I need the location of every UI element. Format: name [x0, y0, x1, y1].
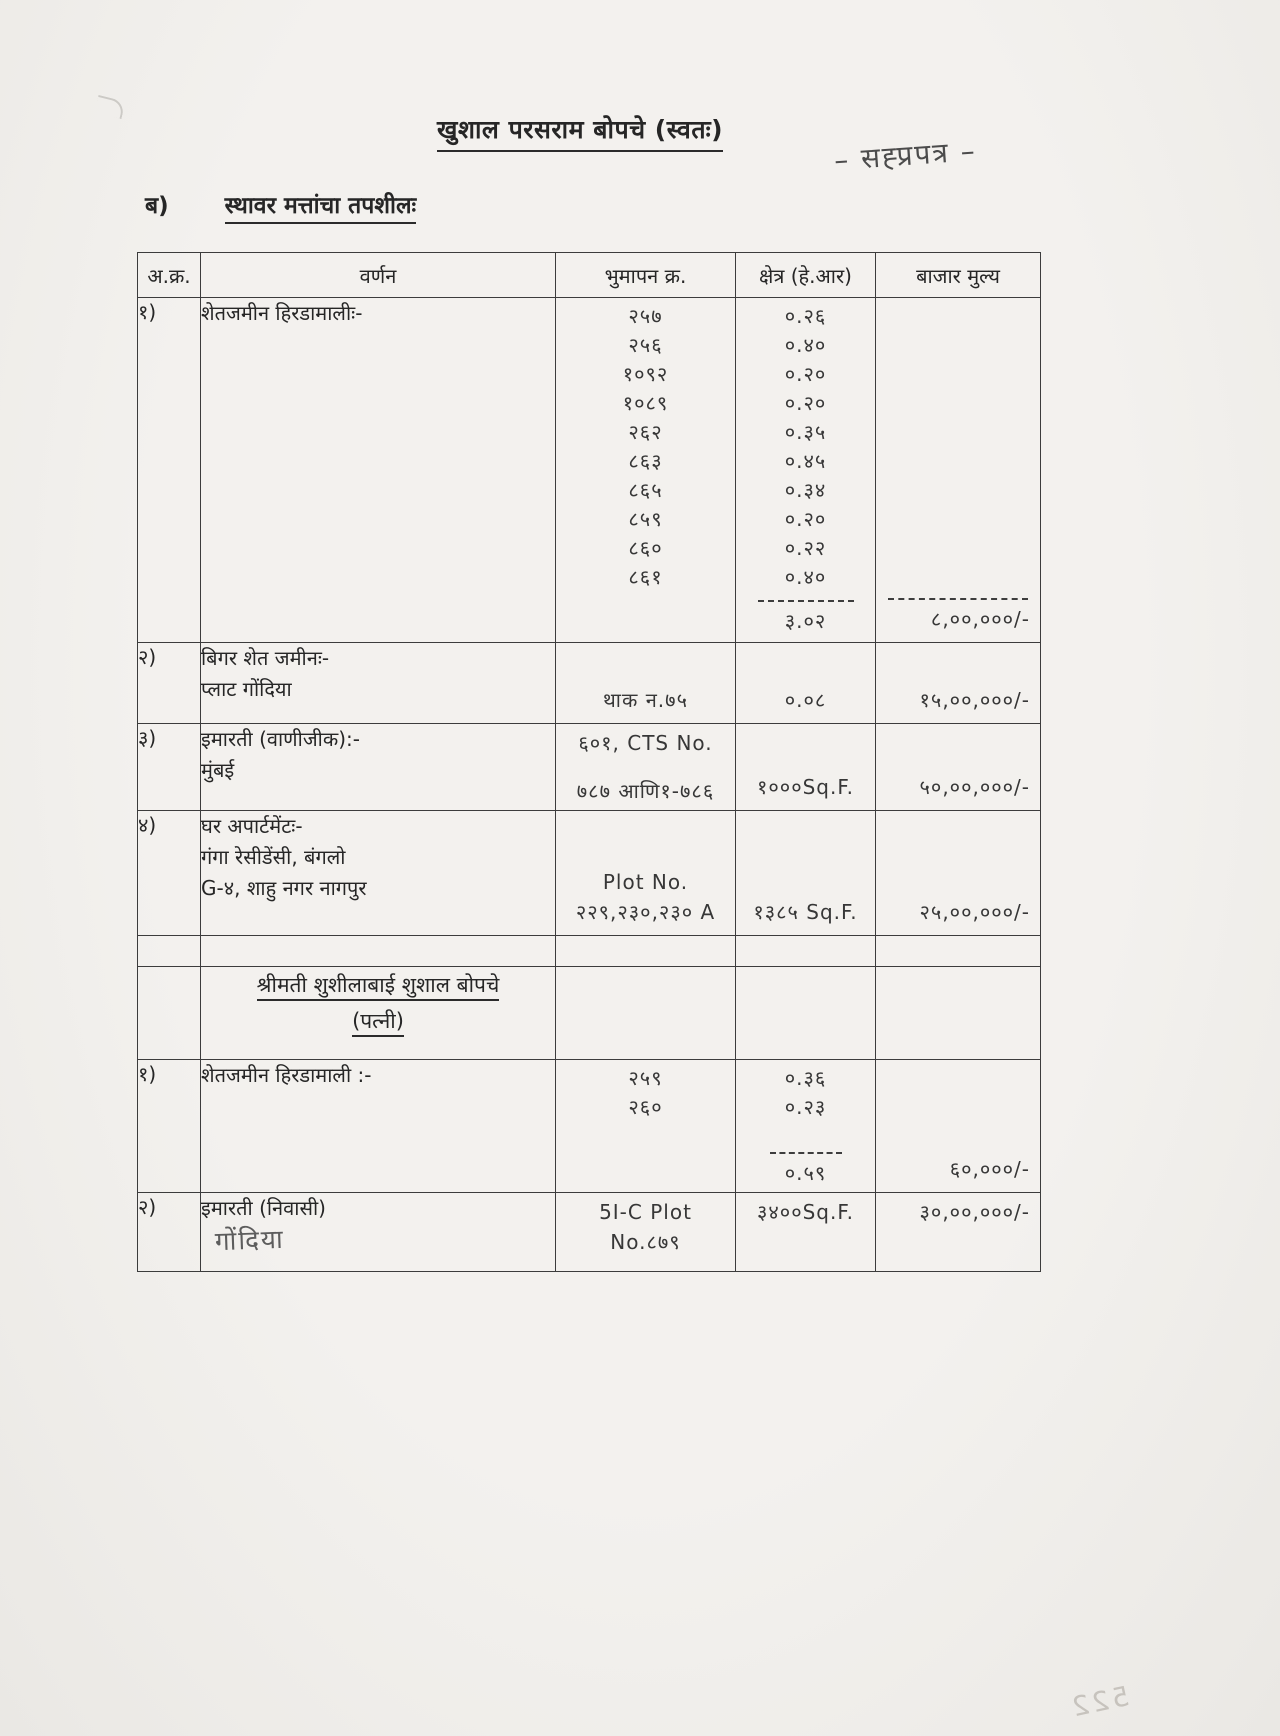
list-value: ०.४० [784, 565, 827, 589]
list-value: २६० [628, 1095, 663, 1119]
handwritten-annexure-note: – सह्प्रपत्र – [833, 134, 978, 177]
list-value: ०.२० [784, 391, 827, 415]
table-row [138, 724, 1041, 811]
list-value: ०.२० [784, 362, 827, 386]
market-value-cell [876, 724, 1041, 811]
survey-numbers-cell [556, 724, 736, 811]
survey-numbers-cell [556, 811, 736, 936]
row-description [201, 724, 556, 811]
survey-numbers-cell [556, 643, 736, 724]
row-serial: ४) [138, 811, 201, 936]
list-value: ०.३४ [784, 478, 827, 502]
subtotal-dashed-line [770, 1152, 842, 1154]
area-value: १०००Sq.F. [757, 775, 854, 799]
description-line: शेतजमीन हिरडामालीः- [201, 301, 363, 325]
survey-number: Plot No. [602, 870, 689, 894]
survey-number: ६०१, CTS No. [578, 731, 713, 755]
list-value: ०.३५ [784, 420, 827, 444]
market-value: ८,००,०००/- [930, 607, 1030, 631]
empty-row [138, 936, 1041, 967]
market-value-cell [876, 1060, 1041, 1193]
document-title: खुशाल परसराम बोपचे (स्वतः) [437, 112, 723, 152]
market-value: २५,००,०००/- [919, 900, 1030, 924]
table-row [138, 643, 1041, 724]
list-value: ०.४५ [784, 449, 827, 473]
table-header-row [138, 253, 1041, 298]
area-value-list [738, 1064, 873, 1122]
wife-relation-heading: (पत्नी) [352, 1009, 404, 1037]
description-line: बिगर शेत जमीनः- [201, 646, 330, 670]
survey-numbers-cell [556, 1193, 736, 1272]
list-value: ०.२३ [784, 1095, 827, 1119]
row-serial: २) [138, 643, 201, 724]
area-cell [736, 298, 876, 643]
table-row [138, 298, 1041, 643]
area-value: ३४००Sq.F. [757, 1200, 854, 1224]
wife-section-heading-row [138, 967, 1041, 1060]
subtotal-dashed-line [888, 598, 1028, 600]
list-value: १०८९ [622, 391, 669, 415]
area-value-list [738, 302, 873, 592]
area-total: ०.५९ [784, 1161, 827, 1185]
list-value: ०.२६ [784, 304, 827, 328]
row-serial: १) [138, 1060, 201, 1193]
row-description [201, 298, 556, 643]
description-line: G-४, शाहु नगर नागपुर [201, 876, 367, 900]
area-cell [736, 643, 876, 724]
market-value: १५,००,०००/- [919, 688, 1030, 712]
row-description [201, 1193, 556, 1272]
survey-numbers-cell [556, 1060, 736, 1193]
table-row [138, 1060, 1041, 1193]
list-value: ८५९ [628, 507, 663, 531]
area-cell [736, 1193, 876, 1272]
list-value: ०.२० [784, 507, 827, 531]
survey-number-list [556, 1060, 735, 1192]
section-heading: स्थावर मत्तांचा तपशीलः [225, 193, 417, 224]
market-value-cell [876, 811, 1041, 936]
survey-number: No.८७९ [610, 1230, 681, 1254]
list-value: ०.४० [784, 333, 827, 357]
subtotal-dashed-line [758, 600, 854, 602]
list-value: ८६१ [628, 565, 663, 589]
market-value-cell [876, 298, 1041, 643]
list-value: २५९ [628, 1066, 663, 1090]
survey-number-list [556, 298, 735, 642]
list-value: २६२ [628, 420, 663, 444]
pencil-scribble-mark [94, 95, 126, 119]
wife-name-heading: श्रीमती शुशीलाबाई शुशाल बोपचे [257, 973, 500, 1001]
area-cell [736, 811, 876, 936]
area-cell [736, 1060, 876, 1193]
market-value-cell [876, 643, 1041, 724]
area-total: ३.०२ [784, 609, 827, 633]
survey-number: 5I-C Plot [599, 1200, 692, 1224]
description-line: गंगा रेसीडेंसी, बंगलो [201, 845, 346, 869]
description-line: शेतजमीन हिरडामाली :- [201, 1063, 372, 1087]
row-description [201, 811, 556, 936]
survey-number: थाक न.७५ [603, 688, 688, 712]
header-survey-no: भुमापन क्र. [556, 253, 736, 298]
wife-section-heading [201, 967, 556, 1060]
description-line: इमारती (वाणीजीक):- [201, 727, 360, 751]
header-market-value: बाजार मुल्य [876, 253, 1041, 298]
table-row [138, 1193, 1041, 1272]
header-description: वर्णन [201, 253, 556, 298]
list-value: ८६३ [628, 449, 663, 473]
list-value: ८६५ [628, 478, 663, 502]
survey-number: ७८७ आणि१-७८६ [576, 779, 715, 803]
row-serial: २) [138, 1193, 201, 1272]
description-line: घर अपार्टमेंटः- [201, 814, 303, 838]
description-line: प्लाट गोंदिया [201, 677, 292, 701]
section-label: ब) [145, 193, 169, 219]
area-value: १३८५ Sq.F. [753, 900, 858, 924]
list-value: ०.२२ [784, 536, 827, 560]
list-value: ८६० [628, 536, 663, 560]
list-value: २५७ [628, 304, 663, 328]
survey-number: २२९,२३०,२३० A [575, 900, 716, 924]
row-description [201, 1060, 556, 1193]
market-value: ६०,०००/- [949, 1157, 1030, 1181]
row-serial: १) [138, 298, 201, 643]
market-value: ५०,००,०००/- [919, 775, 1030, 799]
list-value: १०९२ [622, 362, 669, 386]
ink-bleed-page-number: 522 [1066, 1681, 1133, 1724]
table-row [138, 811, 1041, 936]
survey-numbers-cell [556, 298, 736, 643]
area-value: ०.०८ [784, 688, 827, 712]
area-cell [736, 724, 876, 811]
immovable-assets-table [137, 252, 1041, 1272]
header-serial-no: अ.क्र. [138, 253, 201, 298]
row-description [201, 643, 556, 724]
market-value: ३०,००,०००/- [919, 1200, 1030, 1224]
section-heading-line [145, 188, 416, 220]
description-line: इमारती (निवासी) [201, 1196, 326, 1220]
handwritten-place-note: गोंदिया [214, 1224, 286, 1258]
market-value-cell [876, 1193, 1041, 1272]
description-line: मुंबई [201, 758, 235, 782]
row-serial: ३) [138, 724, 201, 811]
header-area: क्षेत्र (हे.आर) [736, 253, 876, 298]
list-value: २५६ [628, 333, 663, 357]
list-value: ०.३६ [784, 1066, 827, 1090]
